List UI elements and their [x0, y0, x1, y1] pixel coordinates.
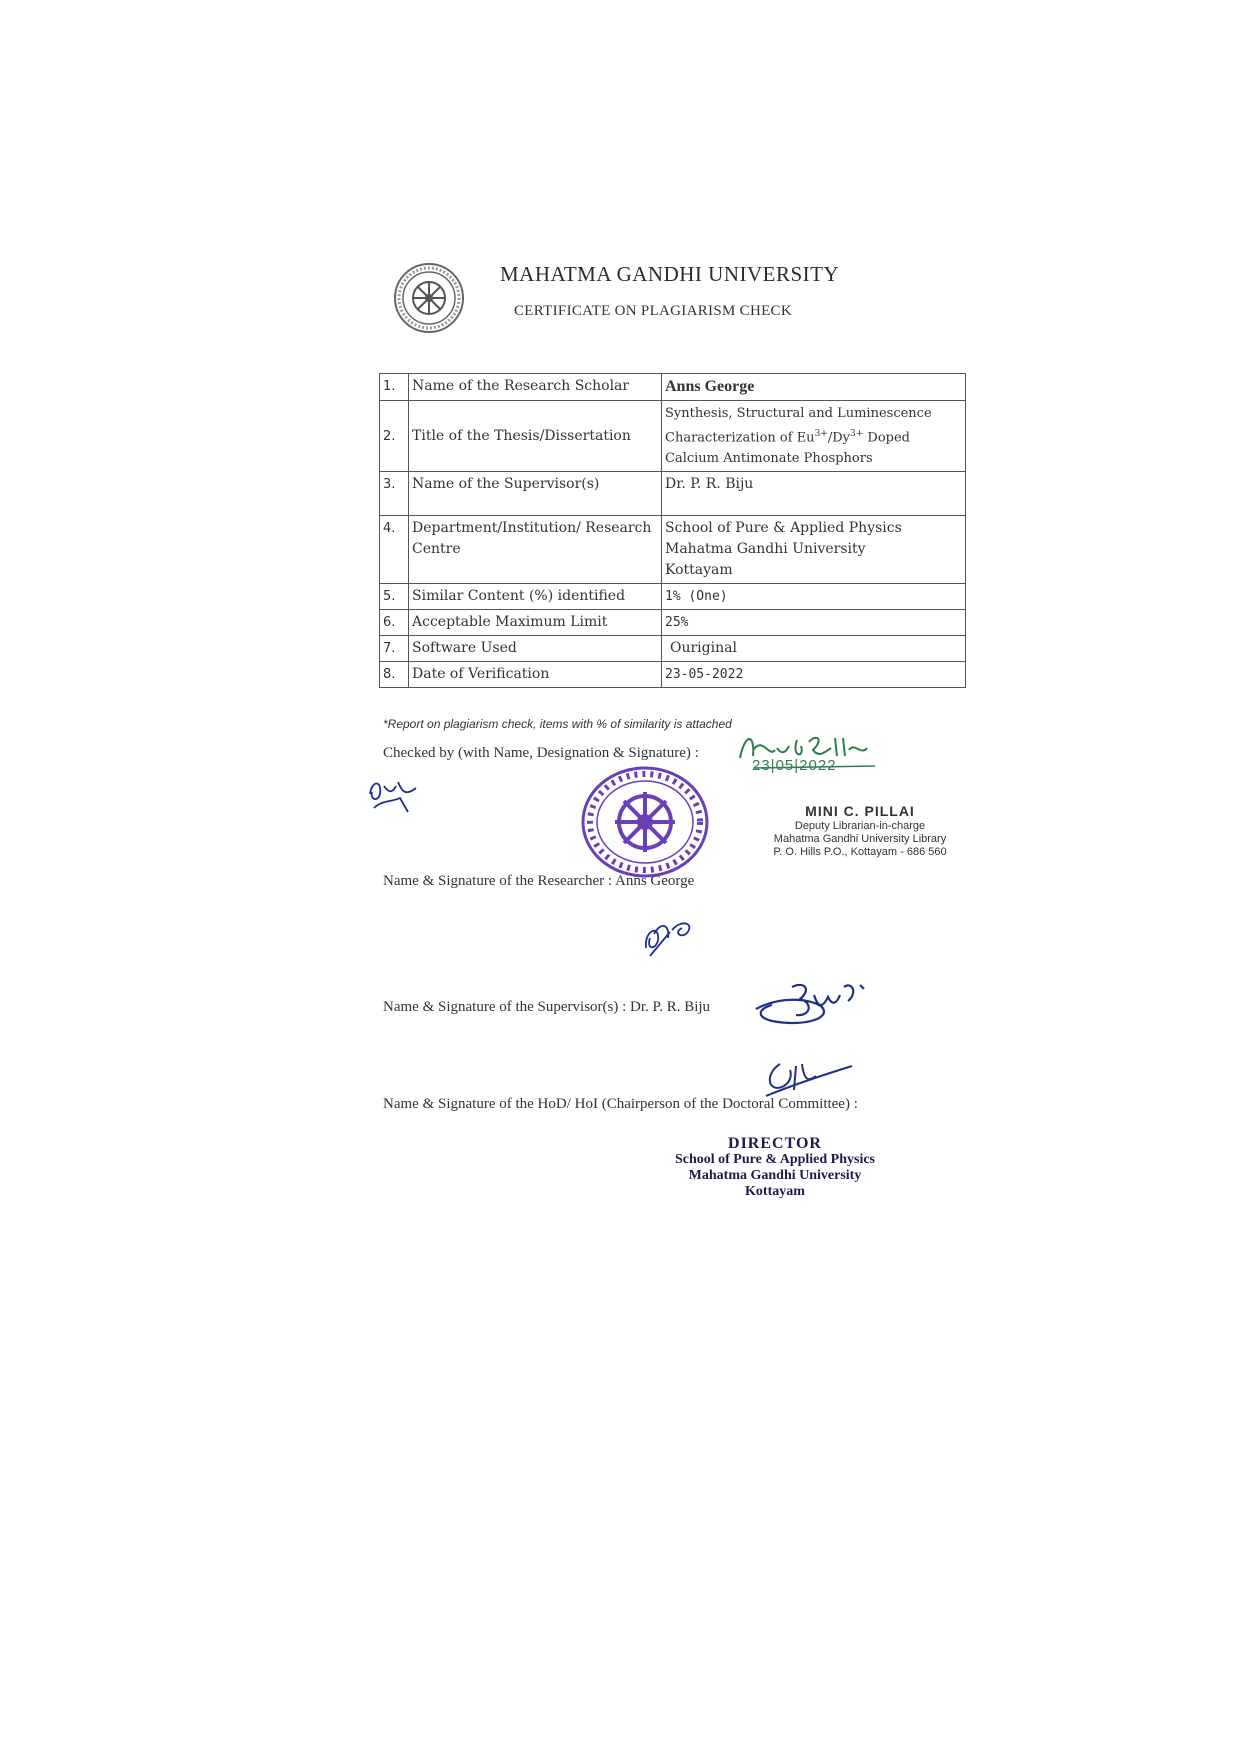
- row-label: Date of Verification: [409, 662, 662, 688]
- director-city: Kottayam: [745, 1184, 805, 1199]
- hod-signature-icon: [760, 1050, 860, 1100]
- software-value: Ouriginal: [662, 636, 966, 662]
- table-row: [380, 610, 966, 636]
- researcher-initials-icon: [366, 772, 436, 817]
- row-label: Similar Content (%) identified: [409, 584, 662, 610]
- row-value: [662, 374, 966, 401]
- table-row: [380, 401, 966, 472]
- row-number: 2.: [380, 401, 409, 472]
- row-number: 7.: [380, 636, 409, 662]
- similarity-value: 1% (One): [662, 584, 966, 610]
- limit-value: 25%: [662, 610, 966, 636]
- row-label: Department/Institution/ Research Centre: [409, 516, 662, 584]
- director-university: Mahatma Gandhi University: [688, 1168, 862, 1183]
- university-seal-icon: [575, 765, 715, 880]
- row-label: Software Used: [409, 636, 662, 662]
- row-number: 4.: [380, 516, 409, 584]
- handwritten-date: 23|05|2022: [752, 757, 837, 774]
- table-row: [380, 662, 966, 688]
- scholar-info-table: [379, 373, 966, 688]
- supervisor-signature-icon: [752, 975, 892, 1040]
- librarian-designation: Deputy Librarian-in-charge: [794, 820, 926, 832]
- department-value: School of Pure & Applied Physics Mahatma Gandhi University Kottayam: [662, 516, 966, 584]
- row-label: Title of the Thesis/Dissertation: [409, 401, 662, 472]
- librarian-address: P. O. Hills P.O., Kottayam - 686 560: [773, 846, 947, 858]
- scholar-name: Anns George: [665, 378, 755, 395]
- thesis-title-line: Characterization of $Eu^{3+}/Dy^{3+}$ Doped: [665, 429, 910, 446]
- table-row: [380, 374, 966, 401]
- row-number: 3.: [380, 472, 409, 516]
- director-title: DIRECTOR: [728, 1135, 822, 1152]
- thesis-title-line: Synthesis, Structural and Luminescence: [665, 406, 932, 421]
- table-row: [380, 636, 966, 662]
- row-number: 5.: [380, 584, 409, 610]
- row-number: 6.: [380, 610, 409, 636]
- supervisor-name: Dr. P. R. Biju: [662, 472, 966, 516]
- director-stamp: [660, 1136, 890, 1200]
- supervisor-line: Name & Signature of the Supervisor(s) : Dr. P. R. Biju: [383, 999, 711, 1015]
- researcher-signature-icon: [640, 910, 710, 960]
- row-label: Acceptable Maximum Limit: [409, 610, 662, 636]
- director-school: School of Pure & Applied Physics: [674, 1152, 876, 1167]
- row-label: Name of the Research Scholar: [409, 374, 662, 401]
- researcher-line: Name & Signature of the Researcher : Anns George: [383, 873, 695, 889]
- attachment-note: *Report on plagiarism check, items with % of similarity is attached: [383, 717, 732, 731]
- row-number: 8.: [380, 662, 409, 688]
- table-row: [380, 472, 966, 516]
- thesis-title-line: Calcium Antimonate Phosphors: [665, 451, 873, 467]
- certificate-title: CERTIFICATE ON PLAGIARISM CHECK: [514, 303, 792, 319]
- librarian-name: MINI C. PILLAI: [805, 803, 915, 819]
- university-emblem-icon: [393, 262, 465, 334]
- librarian-library: Mahatma Gandhi University Library: [773, 833, 947, 845]
- table-row: [380, 584, 966, 610]
- row-label: Name of the Supervisor(s): [409, 472, 662, 516]
- university-title: MAHATMA GANDHI UNIVERSITY: [500, 262, 840, 286]
- hod-line: Name & Signature of the HoD/ HoI (Chairperson of the Doctoral Committee) :: [383, 1096, 858, 1112]
- table-row: [380, 516, 966, 584]
- checked-by-label: Checked by (with Name, Designation & Signature) :: [383, 745, 699, 761]
- verification-date: 23-05-2022: [662, 662, 966, 688]
- thesis-title: [662, 401, 966, 472]
- row-number: 1.: [380, 374, 409, 401]
